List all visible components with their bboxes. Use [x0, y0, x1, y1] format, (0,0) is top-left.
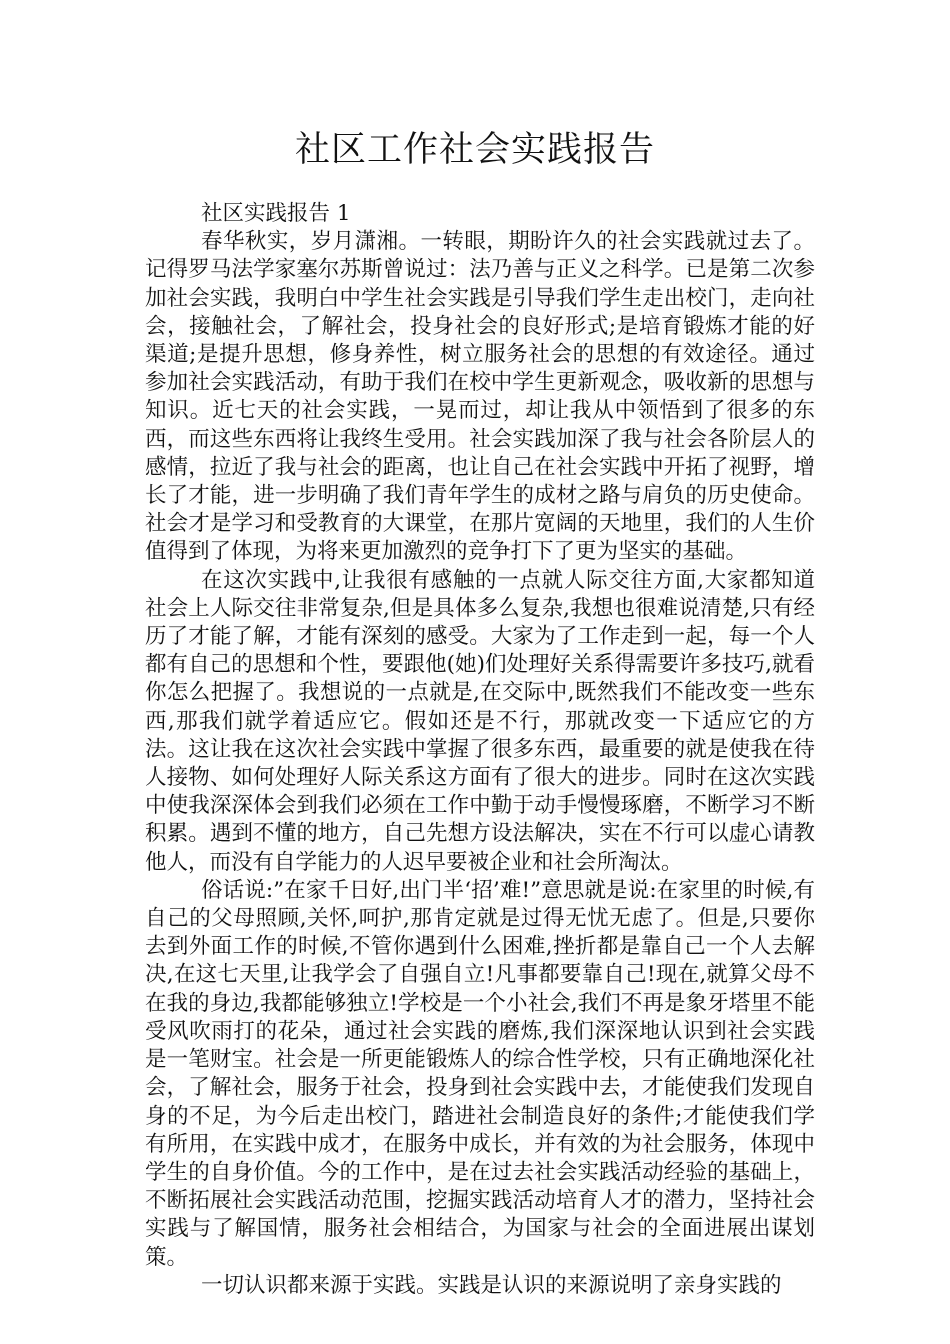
document-title: 社区工作社会实践报告: [294, 130, 655, 170]
paragraph-4: 一切认识都来源于实践。实践是认识的来源说明了亲身实践的: [201, 1272, 782, 1298]
paragraph-3: 俗话说:”在家千日好,出门半‘招’难!”意思就是说:在家里的时候,有自己的父母照顾,关怀,呵护,那肯定就是过得无忧无虑了。但是,只要你去到外面工作的时候,不管你遇到什么困难,挫折都是靠自己一个人去解决,在这七天里,让我学会了自强自立!凡事都要靠自己!现在,就算父母不在我的身边,我都能够独立!学校是一个小社会,我们不再是象牙塔里不能受风吹雨打的花朵，通过社会实践的磨炼,我们深深地认识到社会实践是一笔财宝。社会是一所更能锻炼人的综合性学校，只有正确地深化社会，了解社会，服务于社会，投身到社会实践中去，才能使我们发现自身的不足，为今后走出校门，踏进社会制造良好的条件;才能使我们学有所用，在实践中成才，在服务中成长，并有效的为社会服务，体现中学生的自身价值。今的工作中，是在过去社会实践活动经验的基础上，不断拓展社会实践活动范围，挖掘实践活动培育人才的潜力，坚持社会实践与了解国情，服务社会相结合，为国家与社会的全面进展出谋划策。: [145, 877, 815, 1270]
paragraph-1: 春华秋实，岁月潇湘。一转眼，期盼许久的社会实践就过去了。记得罗马法学家塞尔苏斯曾说过：法乃善与正义之科学。已是第二次参加社会实践，我明白中学生社会实践是引导我们学生走出校门，走向社会，接触社会，了解社会，投身社会的良好形式;是培育锻炼才能的好渠道;是提升思想，修身养性，树立服务社会的思想的有效途径。通过参加社会实践活动，有助于我们在校中学生更新观念，吸收新的思想与知识。近七天的社会实践，一晃而过，却让我从中领悟到了很多的东西，而这些东西将让我终生受用。社会实践加深了我与社会各阶层人的感情，拉近了我与社会的距离，也让自己在社会实践中开拓了视野，增长了才能，进一步明确了我们青年学生的成材之路与肩负的历史使命。社会才是学习和受教育的大课堂，在那片宽阔的天地里，我们的人生价值得到了体现，为将来更加激烈的竞争打下了更为坚实的基础。: [145, 229, 815, 565]
paragraph-2: 在这次实践中,让我很有感触的一点就人际交往方面,大家都知道社会上人际交往非常复杂,但是具体多么复杂,我想也很难说清楚,只有经历了才能了解，才能有深刻的感受。大家为了工作走到一起，每一个人都有自己的思想和个性，要跟他(她)们处理好关系得需要许多技巧,就看你怎么把握了。我想说的一点就是,在交际中,既然我们不能改变一些东西,那我们就学着适应它。假如还是不行，那就改变一下适应它的方法。这让我在这次社会实践中掌握了很多东西，最重要的就是使我在待人接物、如何处理好人际关系这方面有了很大的进步。同时在这次实践中使我深深体会到我们必须在工作中勤于动手慢慢琢磨，不断学习不断积累。遇到不懂的地方，自己先想方设法解决，实在不行可以虚心请教他人，而没有自学能力的人迟早要被企业和社会所淘汰。: [145, 567, 815, 875]
document-body: [145, 200, 815, 1300]
section-heading: 社区实践报告 1: [201, 201, 351, 226]
